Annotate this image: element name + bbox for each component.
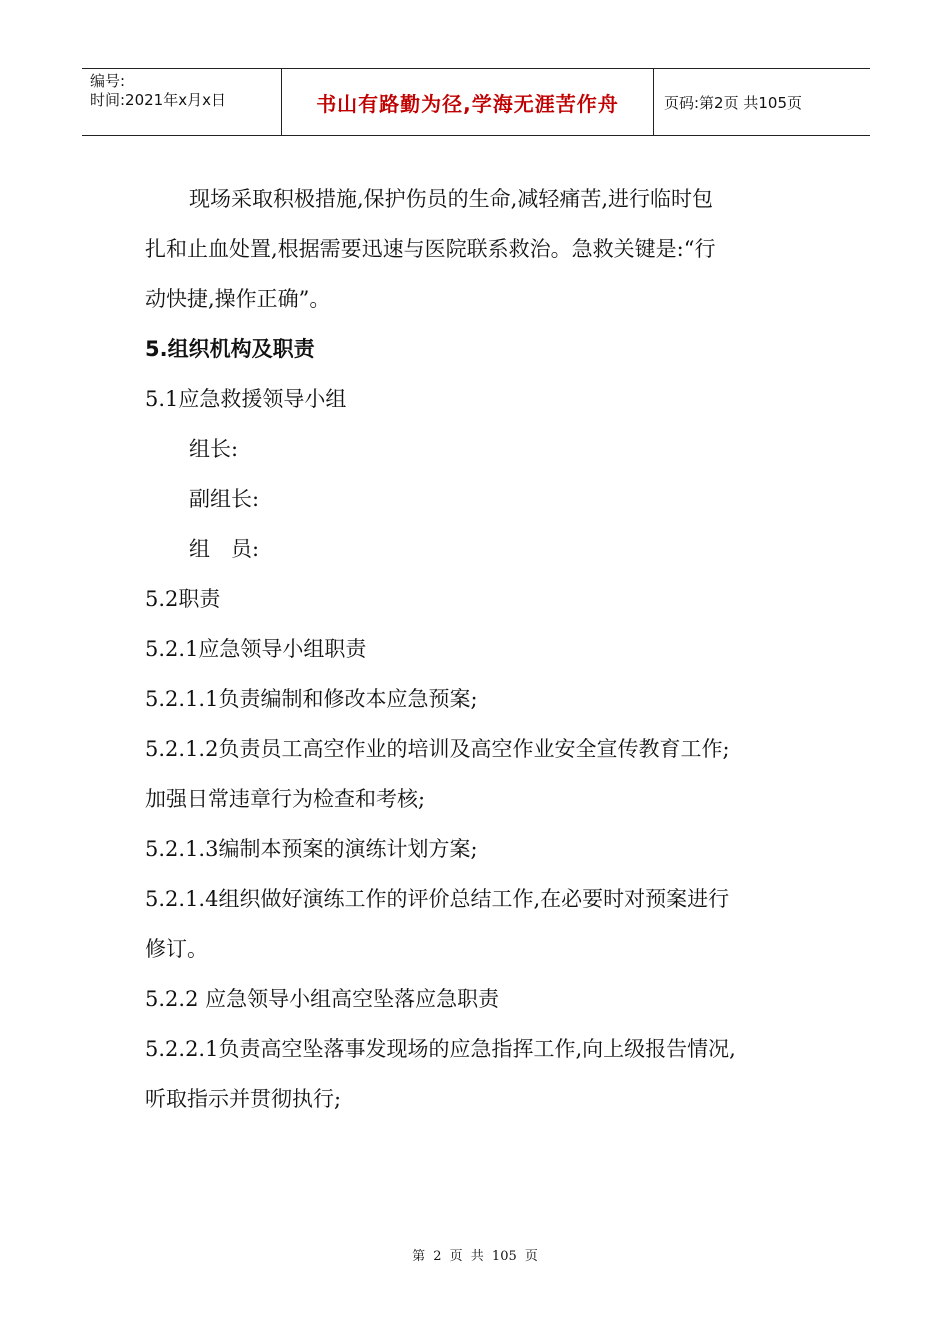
list-item: 5.2.1.4组织做好演练工作的评价总结工作,在必要时对预案进行 [145,887,730,911]
header-meta [82,69,281,135]
document-date-label: 时间:2021年x月x日 [90,91,226,109]
section-heading: 5.组织机构及职责 [145,337,315,361]
document-body [145,174,810,1124]
subsection-heading: 5.2.2 应急领导小组高空坠落应急职责 [145,987,500,1011]
list-item-continuation: 修订。 [145,937,208,961]
page-header [82,68,870,136]
header-motto-cell [281,69,654,135]
document-number-label: 编号: [90,72,126,90]
list-item: 5.2.2.1负责高空坠落事发现场的应急指挥工作,向上级报告情况, [145,1037,736,1061]
paragraph-line: 现场采取积极措施,保护伤员的生命,减轻痛苦,进行临时包 [189,187,714,211]
header-motto: 书山有路勤为径,学海无涯苦作舟 [316,91,619,116]
list-item-continuation: 听取指示并贯彻执行; [145,1087,342,1111]
team-members-label: 组 员: [189,537,260,561]
paragraph-line: 动快捷,操作正确”。 [145,287,331,311]
header-page-cell [654,69,870,135]
subsection-heading: 5.2职责 [145,587,221,611]
page-footer: 第 2 页 共 105 页 [412,1249,538,1264]
list-item: 5.2.1.3编制本预案的演练计划方案; [145,837,478,861]
list-item: 5.2.1.2负责员工高空作业的培训及高空作业安全宣传教育工作; [145,737,730,761]
header-page-number: 页码:第2页 共105页 [664,93,802,112]
team-deputy-label: 副组长: [189,487,260,511]
team-leader-label: 组长: [189,437,239,461]
paragraph-line: 扎和止血处置,根据需要迅速与医院联系救治。急救关键是:“行 [145,237,716,261]
list-item: 5.2.1.1负责编制和修改本应急预案; [145,687,478,711]
list-item-continuation: 加强日常违章行为检查和考核; [145,787,426,811]
subsection-heading: 5.1应急救援领导小组 [145,387,347,411]
subsection-heading: 5.2.1应急领导小组职责 [145,637,367,661]
